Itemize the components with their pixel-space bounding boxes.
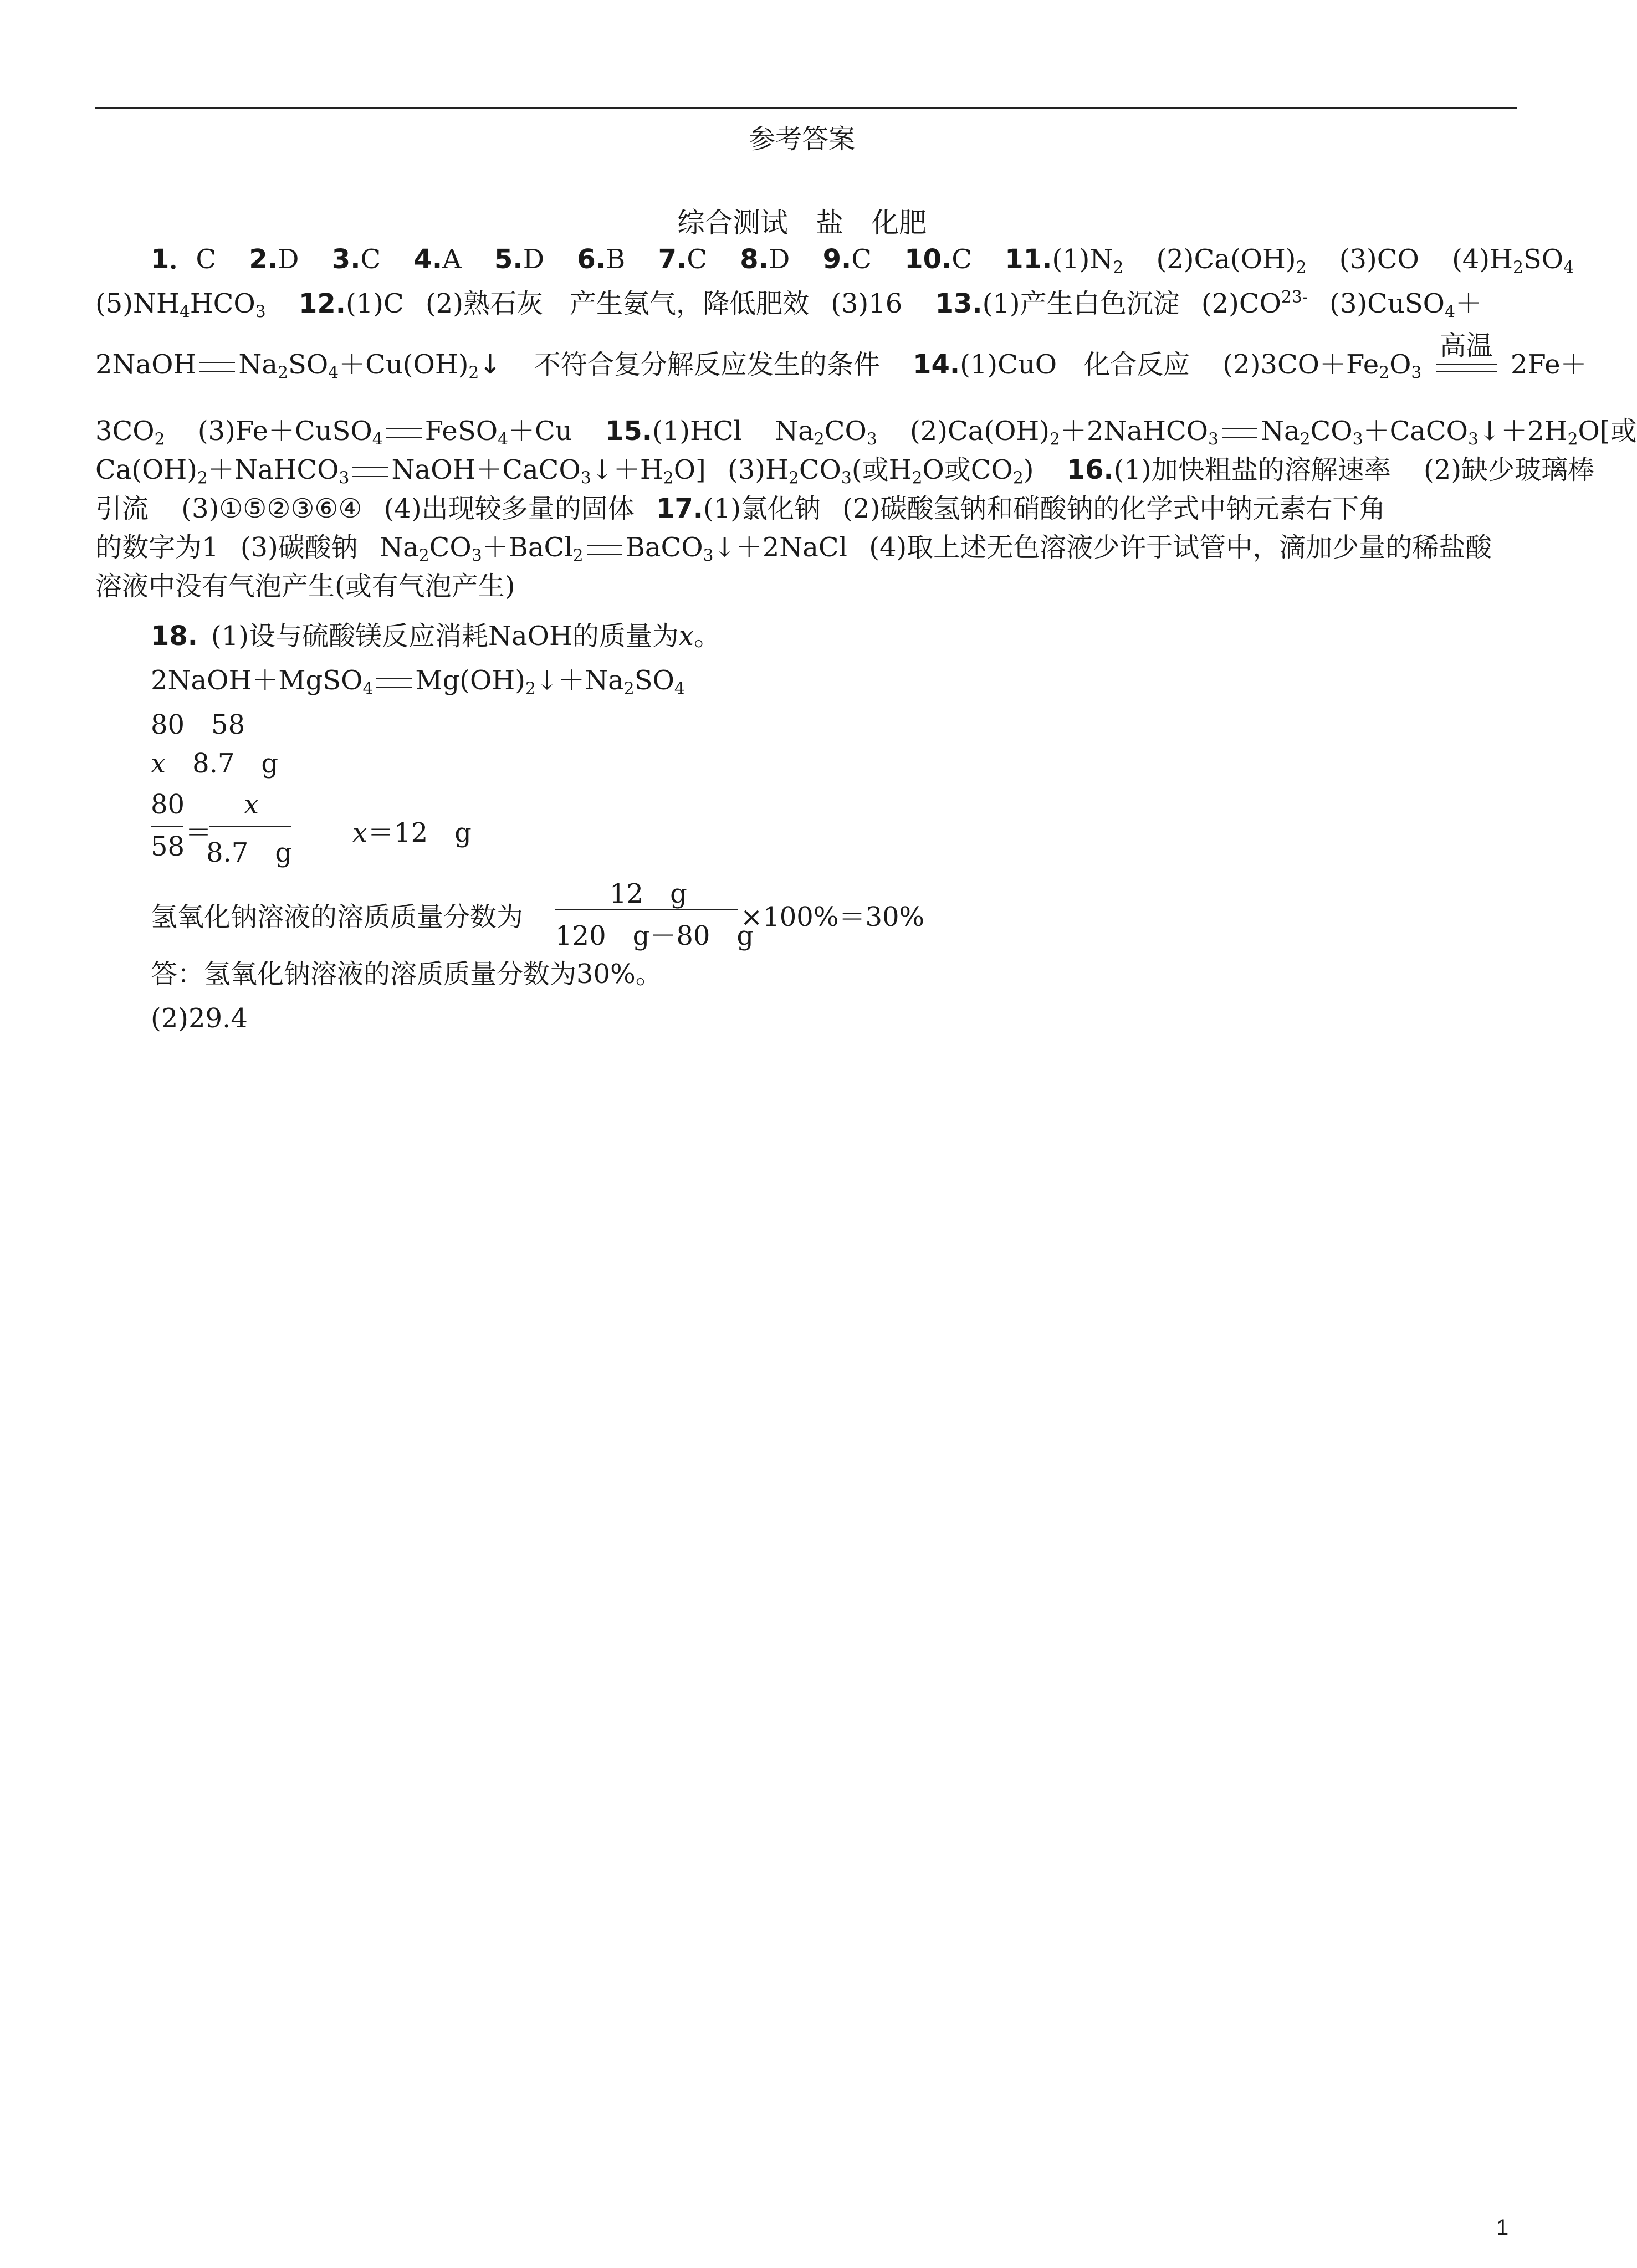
section-title: 综合测试 盐 化肥: [677, 207, 927, 239]
answers-line-8: 溶液中没有气泡产生(或有气泡产生): [95, 571, 515, 602]
answers-line-4: $3CO_2$ (3)Fe＋CuSO$_4$ FeSO$_4$＋Cu 15.(1)HCl $Na_2CO_3$ $(2)Ca(OH)_2+2NaHCO_3$ $Na_2CO_3+CaCO_3↓+2H_2O$[或: [95, 416, 1637, 449]
answers-line-6: 引流 (3)①⑤②③⑥④ (4)出现较多量的固体 17.(1)氯化钠 (2)碳酸氢钠和硝酸钠的化学式中钠元素右下角: [95, 493, 1386, 524]
q18-part-2: (2)29.4: [151, 1003, 248, 1034]
q18-answer: 答：氢氧化钠溶液的溶质质量分数为30%。: [151, 959, 662, 990]
reaction-condition: 高温: [1436, 350, 1497, 383]
answers-line-7: 的数字为1 (3)碳酸钠 $Na_2CO_3+BaCl_2$ BaCO$_3$↓＋2NaCl (4)取上述无色溶液少许于试管中，滴加少量的稀盐酸: [95, 532, 1492, 566]
answers-line-3: 2NaOH $Na_2SO_4+Cu(OH)_2↓$ 不符合复分解反应发生的条件 14.(1)CuO 化合反应 $(2)3CO+Fe_2O_3$ 高温 2Fe＋: [95, 330, 1587, 383]
page-number: 1: [1496, 2215, 1509, 2240]
q18-equation: 2NaOH＋MgSO$_4$ $Mg(OH)_2↓+Na_2SO_4$: [151, 665, 685, 699]
answers-line-5: $Ca(OH)_2+NaHCO_3$ $NaOH+CaCO_3↓+H_2O$] $(3)H_2CO_3$(或$H_2O$或$CO_2$) 16.(1)加快粗盐的溶解速率 (2)缺少玻璃棒: [95, 454, 1595, 488]
answers-line-1: 1．C 2.D 3.C 4.A 5.D 6.B 7.C 8.D 9.C 10.C $11.(1)N_2$ $(2)Ca(OH)_2$ (3)CO $(4)H_2SO_4$: [151, 244, 1574, 278]
page-title: 参考答案: [748, 124, 855, 155]
q18-ratio-2: x 8.7 g: [151, 748, 279, 779]
equals-sign-icon: [199, 362, 235, 372]
header-rule: [95, 107, 1517, 109]
answers-line-2: $(5)NH_4HCO_3$ 12.(1)C (2)熟石灰 产生氨气，降低肥效 (3)16 13.(1)产生白色沉淀 $(2)CO^{23-}$ (3)CuSO$_4$＋: [95, 288, 1482, 322]
q18-ratio-1: 80 58: [151, 709, 245, 740]
q18-intro: 18. (1)设与硫酸镁反应消耗NaOH的质量为x。: [151, 621, 720, 652]
